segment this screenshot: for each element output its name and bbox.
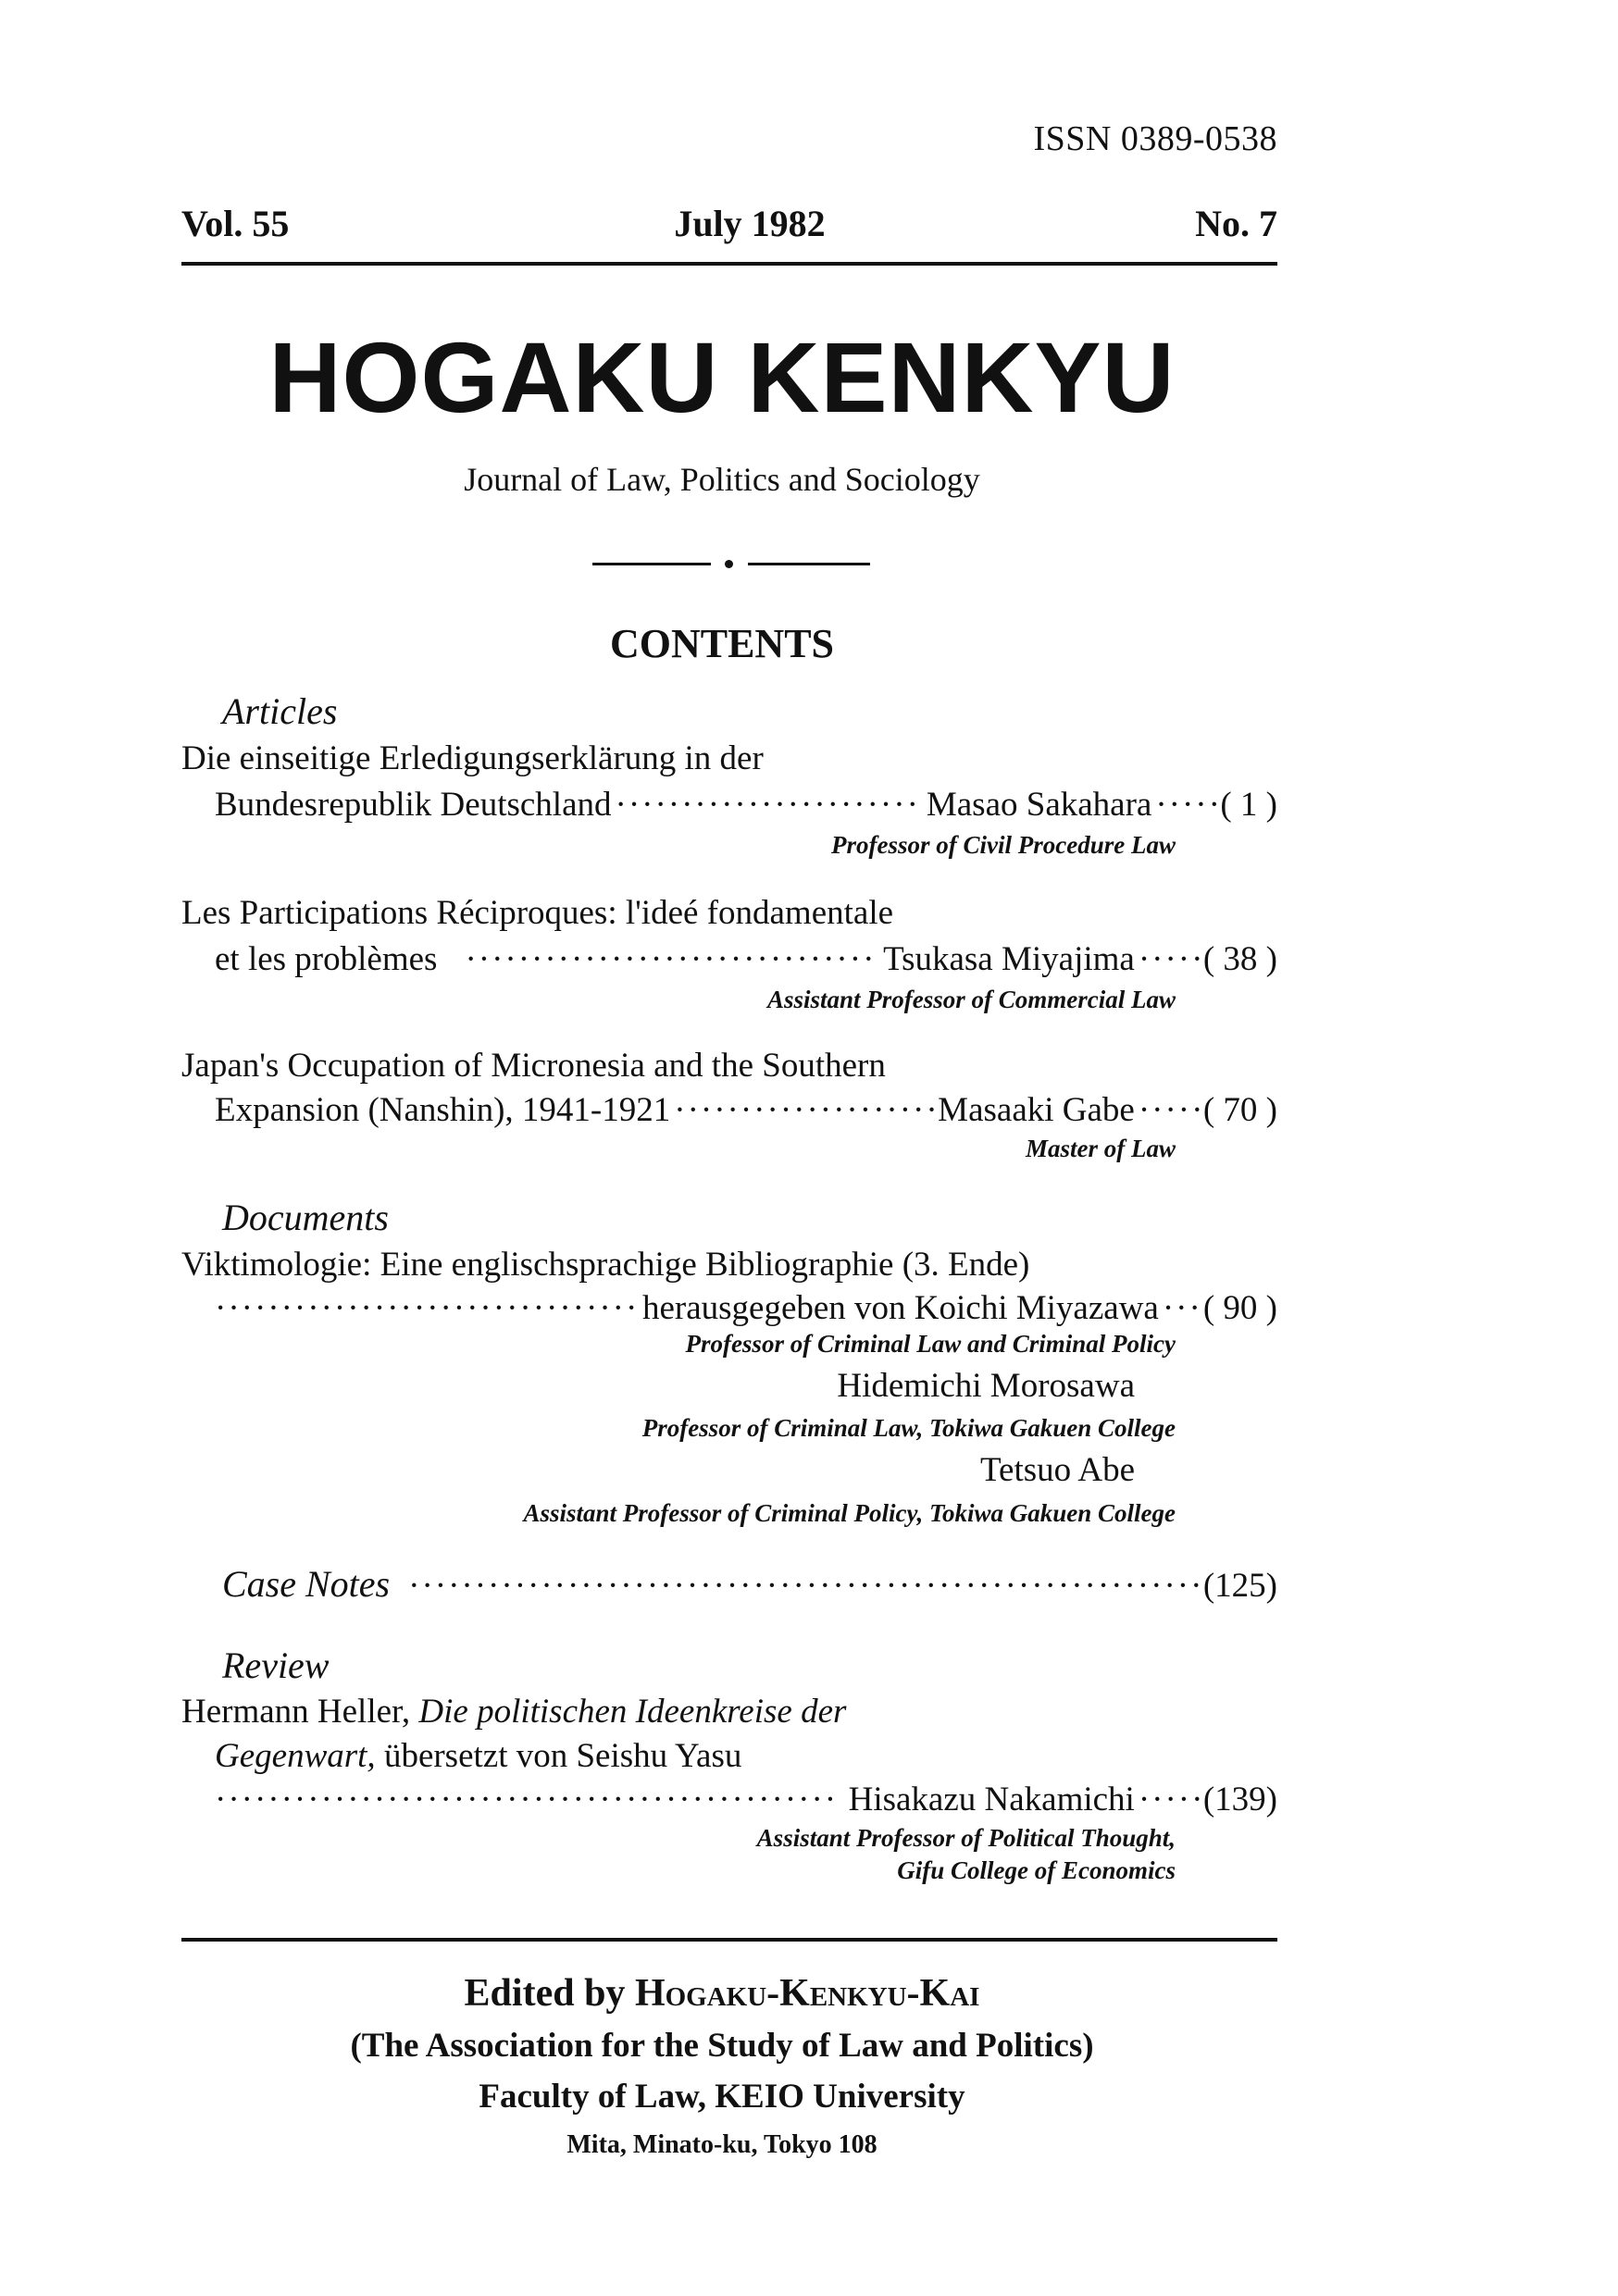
article-2-title-line1: Les Participations Réciproques: l'ideé fondamentale <box>181 894 894 932</box>
review-reviewer: Hisakazu Nakamichi <box>848 1781 1135 1818</box>
article-3-author: Masaaki Gabe <box>938 1091 1135 1129</box>
journal-subtitle: Journal of Law, Politics and Sociology <box>464 461 980 498</box>
article-1-entry <box>215 785 1277 825</box>
editor-line <box>0 1971 1444 2016</box>
article-2-title-line2: et les problèmes <box>215 940 438 978</box>
leader-dots <box>465 939 879 979</box>
review-book-title-part1: Die politischen Ideenkreise der <box>418 1693 847 1731</box>
leader-dots <box>1155 785 1216 825</box>
article-2-entry <box>215 939 1277 979</box>
ornament-divider <box>592 558 870 571</box>
leader-dots <box>1139 1780 1200 1819</box>
editor-society: Hogaku-Kenkyu-Kai <box>634 1972 980 2015</box>
review-line2 <box>215 1736 741 1776</box>
documents-affiliation-2: Professor of Criminal Law, Tokiwa Gakuen College <box>641 1414 1176 1442</box>
article-2-author: Tsukasa Miyajima <box>883 940 1135 978</box>
documents-title: Viktimologie: Eine englischsprachige Bibliographie (3. Ende) <box>181 1246 1030 1284</box>
address-line: Mita, Minato-ku, Tokyo 108 <box>566 2130 877 2159</box>
review-book-title-part2: Gegenwart, <box>215 1737 376 1775</box>
edited-by-label: Edited by <box>464 1972 626 2015</box>
documents-author-2: Hidemichi Morosawa <box>837 1367 1135 1405</box>
issn: ISSN 0389-0538 <box>1033 119 1277 158</box>
volume: Vol. 55 <box>181 203 290 244</box>
section-heading-documents: Documents <box>222 1197 389 1238</box>
article-1-title-line1: Die einseitige Erledigungserklärung in der <box>181 739 764 777</box>
article-1-page: ( 1 ) <box>1220 786 1277 824</box>
article-2-affiliation: Assistant Professor of Commercial Law <box>766 986 1176 1013</box>
section-heading-articles: Articles <box>222 690 338 732</box>
documents-affiliation-1: Professor of Criminal Law and Criminal Policy <box>685 1330 1176 1358</box>
article-3-entry <box>215 1090 1277 1130</box>
leader-dots <box>616 785 923 825</box>
ornament-left-line <box>592 563 711 565</box>
review-page: (139) <box>1202 1781 1277 1818</box>
issue-number: No. 7 <box>1195 203 1277 244</box>
review-affiliation-1: Assistant Professor of Political Thought, <box>756 1824 1176 1852</box>
section-heading-case-notes: Case Notes <box>222 1563 391 1605</box>
leader-dots <box>215 1288 639 1328</box>
ornament-dot <box>725 560 733 568</box>
documents-editor: herausgegeben von Koichi Miyazawa <box>641 1289 1159 1327</box>
article-1-author: Masao Sakahara <box>926 786 1152 824</box>
article-3-page: ( 70 ) <box>1202 1091 1277 1129</box>
ornament-right-line <box>748 563 870 565</box>
review-book-author: Hermann Heller, <box>181 1693 411 1731</box>
issue-date: July 1982 <box>674 203 826 244</box>
association-line: (The Association for the Study of Law and Politics) <box>350 2027 1094 2065</box>
review-entry <box>215 1780 1277 1819</box>
section-heading-review: Review <box>222 1644 330 1686</box>
leader-dots <box>674 1090 934 1130</box>
article-3-title-line1: Japan's Occupation of Micronesia and the Southern <box>181 1047 886 1085</box>
leader-dots <box>215 1780 838 1819</box>
documents-author-3: Tetsuo Abe <box>980 1451 1135 1489</box>
article-3-title-line2: Expansion (Nanshin), 1941-1921 <box>215 1091 671 1129</box>
case-notes-entry <box>222 1562 1277 1606</box>
faculty-line: Faculty of Law, KEIO University <box>479 2078 965 2116</box>
case-notes-page: (125) <box>1202 1567 1277 1605</box>
article-1-title-line2: Bundesrepublik Deutschland <box>215 786 612 824</box>
bottom-rule <box>181 1938 1277 1942</box>
review-translator: übersetzt von Seishu Yasu <box>383 1737 742 1775</box>
leader-dots <box>408 1566 1200 1606</box>
documents-affiliation-3: Assistant Professor of Criminal Policy, Tokiwa Gakuen College <box>523 1499 1176 1527</box>
review-affiliation-2: Gifu College of Economics <box>897 1856 1176 1884</box>
leader-dots <box>1139 1090 1200 1130</box>
leader-dots <box>1163 1288 1200 1328</box>
article-3-affiliation: Master of Law <box>1026 1135 1176 1162</box>
documents-page: ( 90 ) <box>1202 1289 1277 1327</box>
documents-entry <box>215 1288 1277 1328</box>
article-2-page: ( 38 ) <box>1202 940 1277 978</box>
top-rule <box>181 262 1277 266</box>
contents-heading: CONTENTS <box>609 621 835 666</box>
journal-title: HOGAKU KENKYU <box>268 321 1176 433</box>
review-line1 <box>181 1692 846 1731</box>
article-1-affiliation: Professor of Civil Procedure Law <box>831 831 1176 859</box>
leader-dots <box>1139 939 1200 979</box>
